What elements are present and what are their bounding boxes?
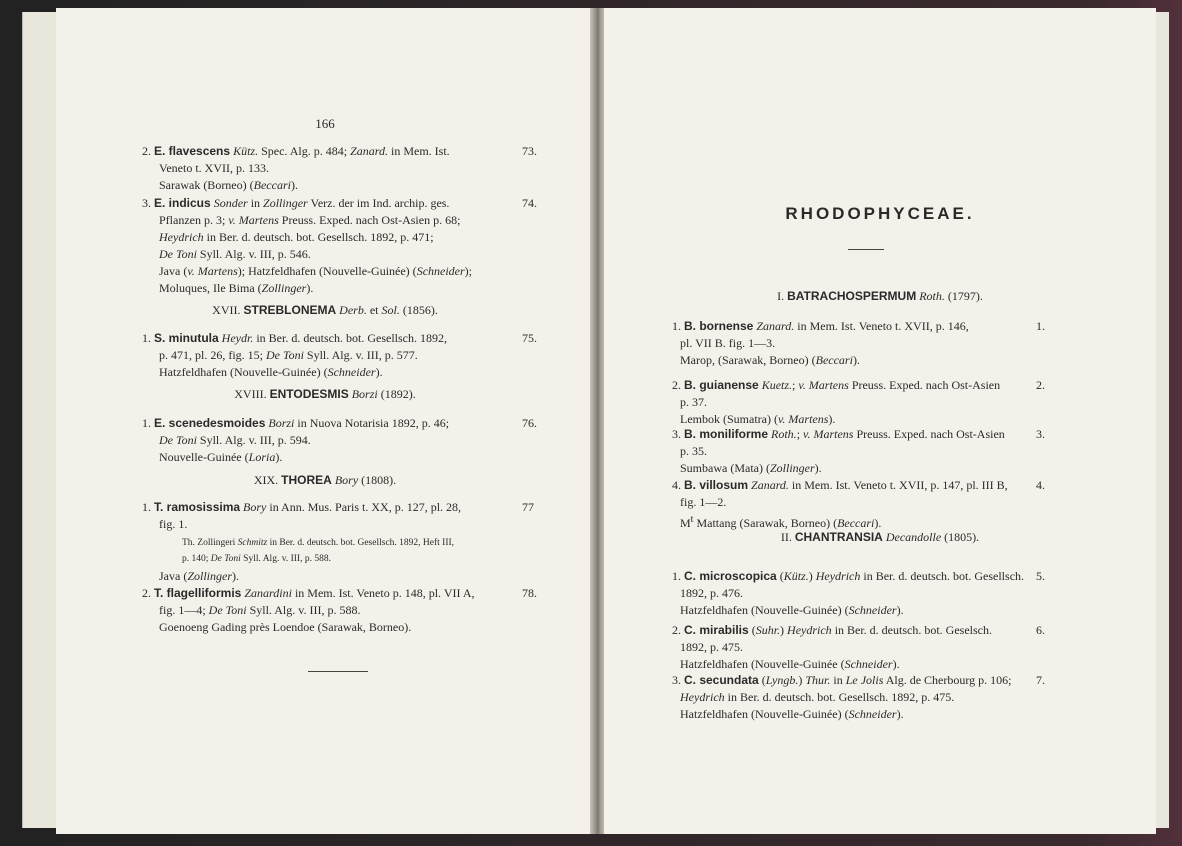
species-name: E. indicus: [154, 196, 211, 210]
entry-line: fig. 1—4; De Toni Syll. Alg. v. III, p. 588.: [159, 603, 361, 617]
synonym-note: p. 140; De Toni Syll. Alg. v. III, p. 588.: [182, 554, 331, 564]
entry-line: Pflanzen p. 3; v. Martens Preuss. Exped. nach Ost-Asien p. 68;: [159, 213, 461, 227]
species-name: B. guianense: [684, 378, 759, 392]
species-name: C. secundata: [684, 673, 759, 687]
genus-heading-i: I. BATRACHOSPERMUM Roth. (1797).: [777, 289, 983, 303]
entry-number: 1.: [142, 331, 151, 345]
entry-line: Moluques, Ile Bima (Zollinger).: [159, 281, 314, 295]
species-name: C. mirabilis: [684, 623, 749, 637]
entry-line: Veneto t. XVII, p. 133.: [159, 161, 269, 175]
entry-line: Hatzfeldhafen (Nouvelle-Guinée) (Schneider).: [680, 603, 904, 617]
entry-number: 2.: [672, 378, 681, 392]
title-rule: [848, 249, 884, 250]
entry-number: 2.: [142, 586, 151, 600]
left-page: [56, 8, 594, 834]
entry-line: De Toni Syll. Alg. v. III, p. 594.: [159, 433, 311, 447]
end-rule: [308, 671, 368, 672]
entry-line: 4. B. villosum Zanard. in Mem. Ist. Veneto t. XVII, p. 147, pl. III B,: [672, 478, 1008, 492]
reference-number: 73.: [522, 144, 537, 158]
species-name: T. ramosissima: [154, 500, 241, 514]
entry-number: 2.: [672, 623, 681, 637]
reference-number: 7.: [1036, 673, 1045, 687]
entry-line: Lembok (Sumatra) (v. Martens).: [680, 412, 836, 426]
entry-line: Sumbawa (Mata) (Zollinger).: [680, 461, 822, 475]
reference-number: 4.: [1036, 478, 1045, 492]
reference-number: 2.: [1036, 378, 1045, 392]
entry-line: 1. T. ramosissima Bory in Ann. Mus. Paris t. XX, p. 127, pl. 28,: [142, 500, 462, 514]
species-name: B. moniliforme: [684, 427, 769, 441]
entry-line: fig. 1.: [159, 517, 188, 531]
entry-line: 3. B. moniliforme Roth.; v. Martens Preuss. Exped. nach Ost-Asien: [672, 427, 1005, 441]
entry-number: 1.: [672, 319, 681, 333]
entry-line: Heydrich in Ber. d. deutsch. bot. Gesellsch. 1892, p. 475.: [680, 690, 955, 704]
entry-line: 3. C. secundata (Lyngb.) Thur. in Le Jolis Alg. de Cherbourg p. 106;: [672, 673, 1012, 687]
reference-number: 1.: [1036, 319, 1045, 333]
reference-number: 76.: [522, 416, 537, 430]
right-page: [604, 8, 1156, 834]
entry-line: Sarawak (Borneo) (Beccari).: [159, 178, 298, 192]
entry-line: 2. E. flavescens Kütz. Spec. Alg. p. 484; Zanard. in Mem. Ist.: [142, 144, 450, 158]
reference-number: 3.: [1036, 427, 1045, 441]
entry-line: fig. 1—2.: [680, 495, 727, 509]
locality-line: Java (Zollinger).: [159, 569, 239, 583]
entry-number: 2.: [142, 144, 151, 158]
entry-line: 1. C. microscopica (Kütz.) Heydrich in Ber. d. deutsch. bot. Gesellsch.: [672, 569, 1025, 583]
entry-line: $M^t$ Mattang (Sarawak, Borneo) (Beccari).: [680, 514, 882, 530]
entry-number: 3.: [142, 196, 151, 210]
reference-number: 75.: [522, 331, 537, 345]
genus-heading-ii: II. CHANTRANSIA Decandolle (1805).: [780, 530, 980, 544]
entry-number: 1.: [142, 416, 151, 430]
synonym-note: Th. Zollingeri Schmitz in Ber. d. deutsch. bot. Gesellsch. 1892, Heft III,: [182, 538, 455, 548]
entry-line: p. 471, pl. 26, fig. 15; De Toni Syll. Alg. v. III, p. 577.: [159, 348, 418, 362]
entry-line: pl. VII B. fig. 1—3.: [680, 336, 776, 350]
entry-line: 1892, p. 476.: [680, 586, 743, 600]
reference-number: 6.: [1036, 623, 1045, 637]
entry-line: p. 37.: [680, 395, 707, 409]
page-number: 166: [315, 116, 335, 131]
entry-number: 4.: [672, 478, 681, 492]
species-name: T. flagelliformis: [154, 586, 242, 600]
entry-line: Hatzfeldhafen (Nouvelle-Guinée (Schneider).: [680, 657, 900, 671]
species-name: B. bornense: [684, 319, 754, 333]
entry-line: 2. B. guianense Kuetz.; v. Martens Preuss. Exped. nach Ost-Asien: [672, 378, 1001, 392]
entry-line: 1892, p. 475.: [680, 640, 743, 654]
entry-line: 2. C. mirabilis (Suhr.) Heydrich in Ber. d. deutsch. bot. Geselsch.: [672, 623, 992, 637]
species-name: S. minutula: [154, 331, 219, 345]
entry-line: Nouvelle-Guinée (Loria).: [159, 450, 283, 464]
entry-line: 1. B. bornense Zanard. in Mem. Ist. Veneto t. XVII, p. 146,: [672, 319, 969, 333]
entry-line: Marop, (Sarawak, Borneo) (Beccari).: [680, 353, 860, 367]
entry-number: 3.: [672, 427, 681, 441]
entry-line: Heydrich in Ber. d. deutsch. bot. Gesellsch. 1892, p. 471;: [159, 230, 434, 244]
reference-number: 74.: [522, 196, 537, 210]
reference-number: 78.: [522, 586, 537, 600]
entry-line: p. 35.: [680, 444, 707, 458]
entry-line: 1. E. scenedesmoides Borzi in Nuova Notarisia 1892, p. 46;: [142, 416, 450, 430]
entry-line: De Toni Syll. Alg. v. III, p. 546.: [159, 247, 311, 261]
genus-heading-xviii: XVIII. ENTODESMIS Borzi (1892).: [234, 387, 416, 401]
entry-line: 3. E. indicus Sonder in Zollinger Verz. der im Ind. archip. ges.: [142, 196, 450, 210]
entry-line: Goenoeng Gading près Loendoe (Sarawak, Borneo).: [159, 620, 412, 634]
entry-number: 1.: [142, 500, 151, 514]
entry-line: 1. S. minutula Heydr. in Ber. d. deutsch. bot. Gesellsch. 1892,: [142, 331, 447, 345]
genus-heading-xvii: XVII. STREBLONEMA Derb. et Sol. (1856).: [212, 303, 438, 317]
entry-number: 3.: [672, 673, 681, 687]
reference-number: 5.: [1036, 569, 1045, 583]
species-name: C. microscopica: [684, 569, 777, 583]
species-name: E. flavescens: [154, 144, 231, 158]
entry-line: 2. T. flagelliformis Zanardini in Mem. Ist. Veneto p. 148, pl. VII A,: [142, 586, 475, 600]
species-name: B. villosum: [684, 478, 749, 492]
page-title: RHODOPHYCEAE.: [785, 204, 975, 223]
species-name: E. scenedesmoides: [154, 416, 266, 430]
entry-line: Hatzfeldhafen (Nouvelle-Guinée) (Schneider).: [159, 365, 383, 379]
genus-heading-xix: XIX. THOREA Bory (1808).: [253, 473, 397, 487]
reference-number: 77: [522, 500, 534, 514]
entry-line: Hatzfeldhafen (Nouvelle-Guinée) (Schneider).: [680, 707, 904, 721]
entry-line: Java (v. Martens); Hatzfeldhafen (Nouvelle-Guinée) (Schneider);: [159, 264, 473, 278]
entry-number: 1.: [672, 569, 681, 583]
